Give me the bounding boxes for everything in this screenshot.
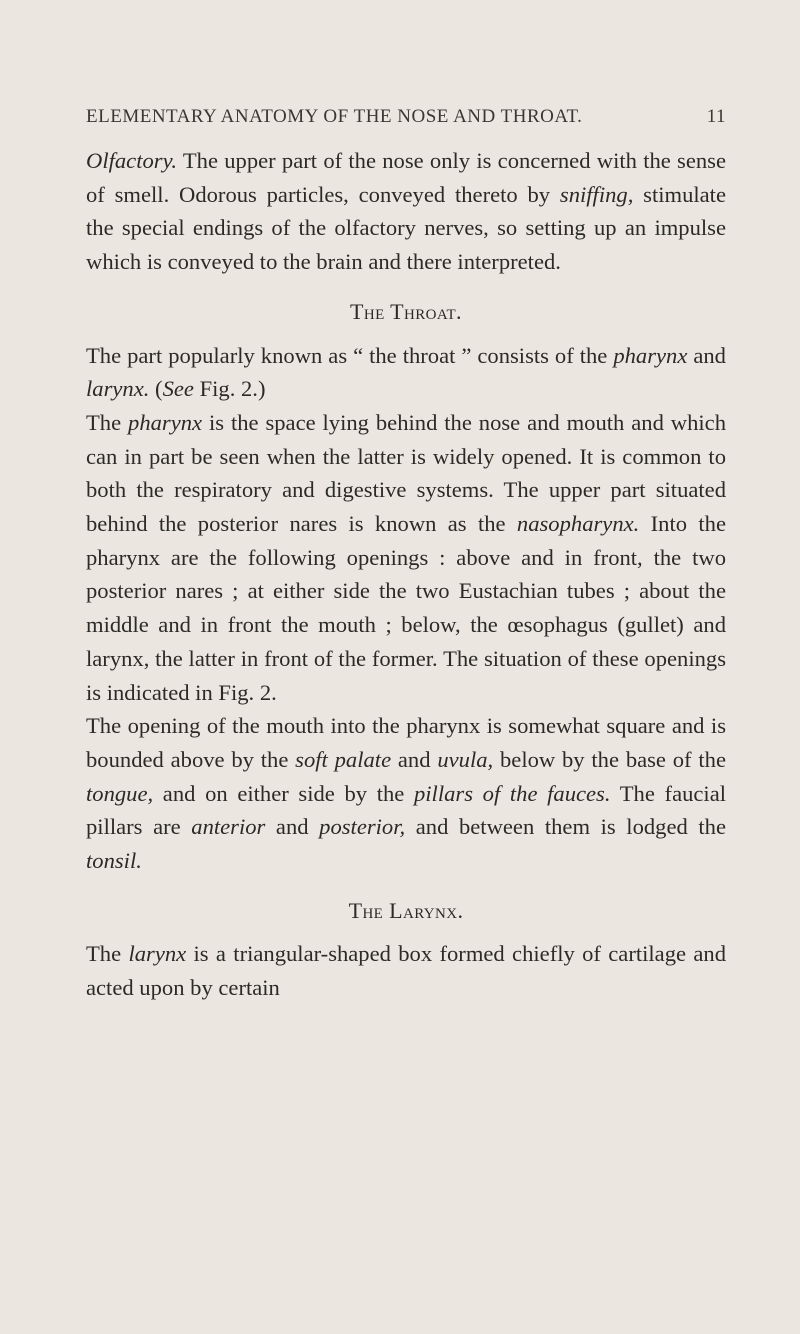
text-run: ( — [149, 376, 163, 402]
text-run: Fig. 2.) — [193, 376, 266, 402]
text-run: and between them is lodged the — [405, 814, 726, 840]
text-run: The faucial pillars are — [86, 780, 727, 840]
sniffing-term: sniffing, — [559, 181, 634, 207]
text-run: is a triangular-shaped box formed chiefly of cartilage and acted upon by certain — [86, 941, 726, 1001]
larynx-term: larynx — [128, 941, 187, 967]
pharynx-term: pharynx — [613, 342, 688, 368]
text-run: and — [687, 342, 726, 368]
larynx-heading: The Larynx. — [348, 897, 464, 923]
nasopharynx-term: nasopharynx. — [516, 511, 640, 537]
olfactory-paragraph — [86, 144, 726, 279]
throat-paragraph-2 — [86, 406, 726, 709]
posterior-term: posterior, — [319, 814, 406, 840]
see-term: See — [162, 376, 194, 402]
text-run: The part popularly known as “ the throat ” consists of the — [86, 342, 614, 368]
text-run: The opening of the mouth into the pharynx is somewhat square and is bounded above by the — [86, 713, 726, 772]
text-run: The upper part of the nose only is concerned with the sense of smell. Odorous particles, conveyed thereto by — [86, 148, 726, 207]
larynx-paragraph — [86, 937, 726, 1004]
uvula-term: uvula, — [437, 746, 494, 772]
throat-paragraph-1 — [86, 339, 726, 406]
tonsil-term: tonsil. — [86, 848, 142, 874]
page-number: 11 — [706, 106, 726, 127]
pharynx-term: pharynx — [128, 409, 203, 435]
anterior-term: anterior — [191, 814, 266, 840]
olfactory-term: Olfactory. — [86, 148, 177, 173]
text-run: stimulate the special endings of the olfactory nerves, so setting up an impulse which is conveyed to the brain and there interpreted. — [86, 181, 726, 275]
larynx-term: larynx. — [86, 376, 150, 402]
text-run: and — [391, 746, 438, 772]
text-run: The — [86, 941, 129, 967]
running-head — [86, 106, 726, 128]
text-run: Into the pharynx are the following openings : above and in front, the two posterior nares ; at either side the two Eustachian tubes ; about the middle and in front the mouth ; below, the œsophagus (gullet) and larynx, the latter in front of the former. The situation of these openings is indicated in Fig. 2. — [86, 511, 727, 705]
throat-heading: The Throat. — [350, 298, 462, 324]
soft-palate-term: soft palate — [295, 746, 392, 772]
throat-paragraph-3 — [86, 709, 726, 878]
text-run: and on either side by the — [153, 780, 414, 806]
tongue-term: tongue, — [86, 780, 154, 806]
pillars-term: pillars of the fauces. — [413, 780, 611, 806]
text-run: is the space lying behind the nose and mouth and which can in part be seen when the latter is widely opened. It is common to both the respiratory and digestive systems. The upper part situated behind the posterior nares is known as the — [86, 409, 726, 537]
page-body — [86, 144, 726, 1005]
running-head-title: ELEMENTARY ANATOMY OF THE NOSE AND THROAT. — [86, 106, 583, 127]
text-run: The — [86, 409, 129, 435]
text-run: below by the base of the — [493, 746, 726, 772]
text-run: and — [265, 814, 320, 840]
